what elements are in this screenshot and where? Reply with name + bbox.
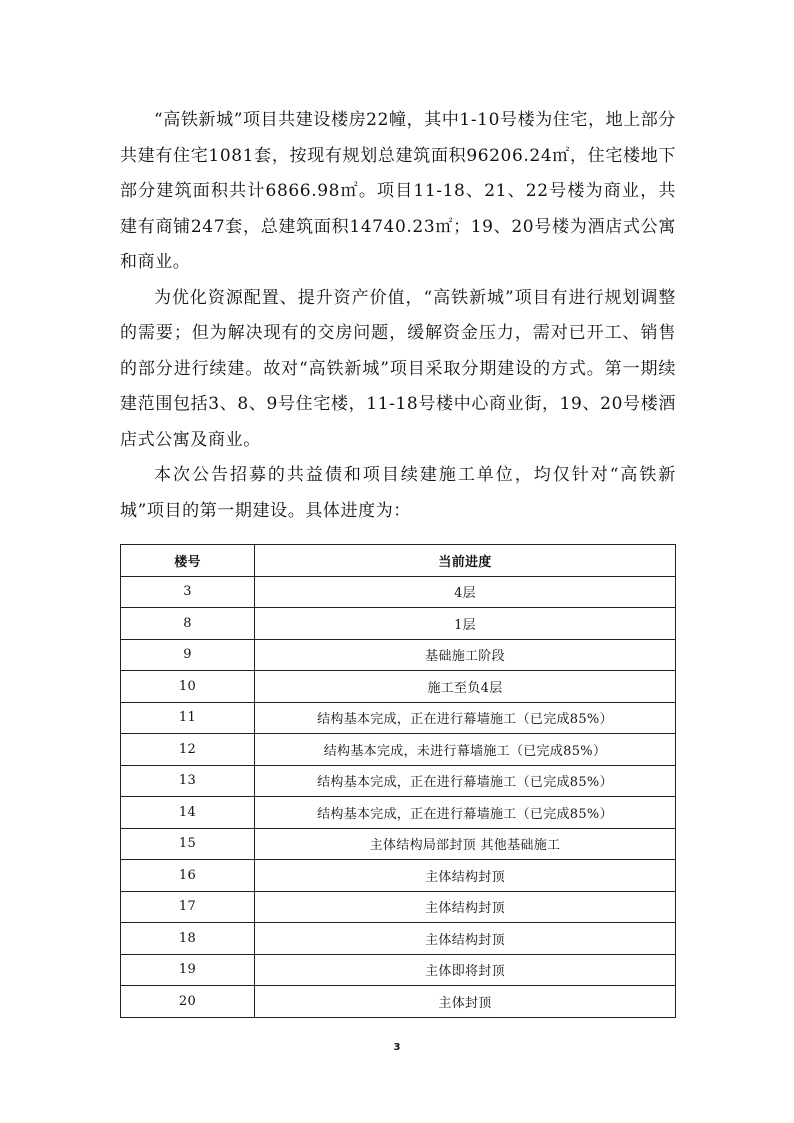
table-row [121, 954, 676, 986]
progress-cell: 结构基本完成，未进行幕墙施工（已完成85%） [255, 734, 676, 766]
table-row [121, 828, 676, 860]
progress-cell: 1层 [255, 608, 676, 640]
progress-cell: 主体结构封顶 [255, 891, 676, 923]
paragraph-progress-intro: 本次公告招募的共益债和项目续建施工单位，均仅针对“高铁新城”项目的第一期建设。具体进度为： [120, 465, 676, 521]
building-number-cell: 3 [121, 576, 255, 608]
building-number-cell: 14 [121, 797, 255, 829]
paragraph-phased-construction: 为优化资源配置、提升资产价值，“高铁新城”项目有进行规划调整的需要；但为解决现有的交房问题，缓解资金压力，需对已开工、销售的部分进行续建。故对“高铁新城”项目采取分期建设的方式。第一期续建范围包括3、8、9号住宅楼，11-18号楼中心商业街，19、20号楼酒店式公寓及商业。 [120, 287, 676, 450]
table-row [121, 639, 676, 671]
progress-cell: 主体结构封顶 [255, 923, 676, 955]
progress-cell: 主体封顶 [255, 986, 676, 1018]
building-number-cell: 12 [121, 734, 255, 766]
table-row [121, 702, 676, 734]
building-number-cell: 18 [121, 923, 255, 955]
table-row [121, 986, 676, 1018]
document-body [120, 103, 676, 529]
building-number-cell: 13 [121, 765, 255, 797]
table-row [121, 797, 676, 829]
progress-cell: 基础施工阶段 [255, 639, 676, 671]
table-row [121, 671, 676, 703]
table-row [121, 923, 676, 955]
page-number: 3 [393, 1042, 401, 1053]
building-number-cell: 11 [121, 702, 255, 734]
table-row [121, 891, 676, 923]
header-building-number: 楼号 [121, 545, 255, 577]
building-number-cell: 20 [121, 986, 255, 1018]
building-number-cell: 15 [121, 828, 255, 860]
building-number-cell: 17 [121, 891, 255, 923]
progress-cell: 主体结构局部封顶 其他基础施工 [255, 828, 676, 860]
building-number-cell: 19 [121, 954, 255, 986]
progress-table [120, 544, 676, 1018]
building-number-cell: 9 [121, 639, 255, 671]
table-row [121, 734, 676, 766]
building-number-cell: 8 [121, 608, 255, 640]
progress-cell: 主体即将封顶 [255, 954, 676, 986]
progress-cell: 施工至负4层 [255, 671, 676, 703]
progress-cell: 主体结构封顶 [255, 860, 676, 892]
table-row [121, 576, 676, 608]
paragraph-project-overview: “高铁新城”项目共建设楼房22幢，其中1-10号楼为住宅，地上部分共建有住宅1081套，按现有规划总建筑面积96206.24㎡，住宅楼地下部分建筑面积共计6866.98㎡。项目11-18、21、22号楼为商业，共建有商铺247套，总建筑面积14740.23㎡；19、20号楼为酒店式公寓和商业。 [120, 110, 677, 272]
header-current-progress: 当前进度 [255, 545, 676, 577]
table-row [121, 860, 676, 892]
table-row [121, 765, 676, 797]
progress-cell: 结构基本完成，正在进行幕墙施工（已完成85%） [255, 797, 676, 829]
building-number-cell: 16 [121, 860, 255, 892]
progress-cell: 结构基本完成，正在进行幕墙施工（已完成85%） [255, 702, 676, 734]
table-header-row [121, 545, 676, 577]
progress-cell: 4层 [255, 576, 676, 608]
building-number-cell: 10 [121, 671, 255, 703]
progress-cell: 结构基本完成，正在进行幕墙施工（已完成85%） [255, 765, 676, 797]
table-row [121, 608, 676, 640]
